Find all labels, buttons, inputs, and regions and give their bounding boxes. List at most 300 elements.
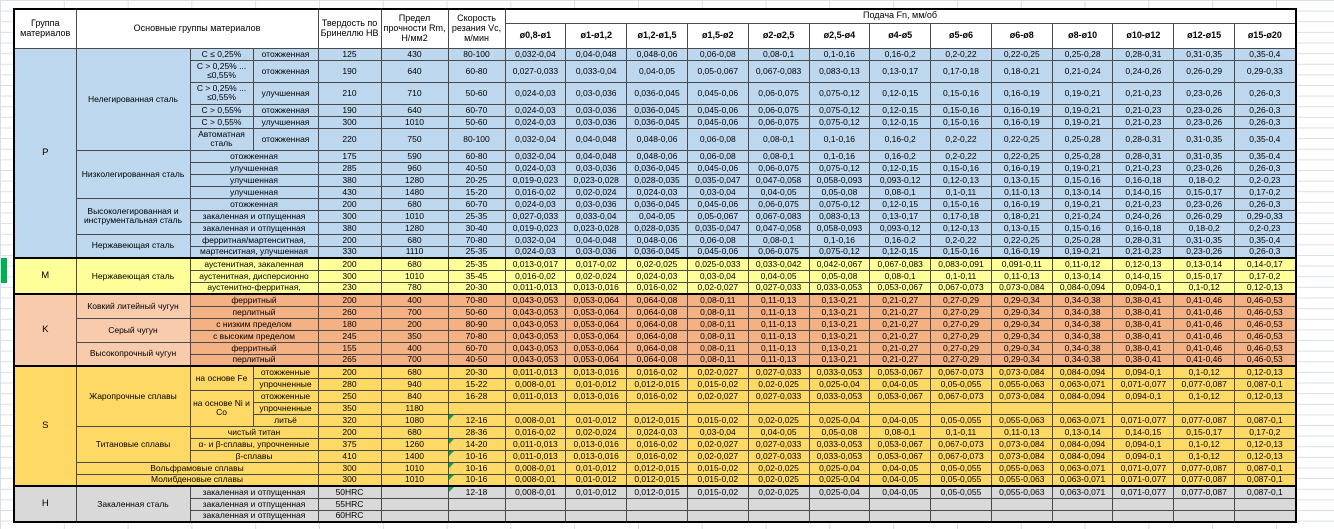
feed-cell[interactable]: 0,075-0,12 [809,104,870,116]
sub-cell[interactable]: C > 0,55% [190,116,253,128]
feed-cell[interactable] [870,498,931,510]
feed-cell[interactable]: 0,06-0,075 [748,116,809,128]
vc-cell[interactable]: 10-16 [448,450,505,462]
group-cell[interactable]: P [14,48,76,258]
header-main-groups[interactable]: Основные группы материалов [76,9,318,48]
feed-cell[interactable]: 0,053-0,064 [566,354,627,366]
feed-cell[interactable]: 0,06-0,075 [748,82,809,104]
feed-cell[interactable]: 0,18-0,2 [1174,174,1235,186]
feed-cell[interactable]: 0,08-0,1 [748,128,809,150]
num-cell[interactable]: 190 [318,60,381,82]
feed-cell[interactable]: 0,17-0,18 [931,210,992,222]
state-cell[interactable]: ферритная/мартенситная, [190,234,318,246]
num-cell[interactable]: 50HRC [318,486,381,498]
num-cell[interactable]: 940 [381,378,448,390]
feed-cell[interactable]: 0,03-0,04 [687,426,748,438]
feed-cell[interactable]: 0,015-0,02 [687,462,748,474]
feed-cell[interactable]: 0,055-0,063 [991,474,1052,486]
feed-cell[interactable] [991,510,1052,522]
feed-cell[interactable]: 0,21-0,23 [1113,246,1174,258]
feed-cell[interactable]: 0,23-0,26 [1174,198,1235,210]
name-cell[interactable]: Высокопрочный чугун [76,342,190,366]
feed-cell[interactable]: 0,27-0,29 [931,318,992,330]
feed-cell[interactable]: 0,016-0,02 [627,390,688,402]
feed-cell[interactable]: 0,071-0,077 [1113,486,1174,498]
feed-cell[interactable]: 0,21-0,27 [870,342,931,354]
feed-cell[interactable]: 0,019-0,023 [505,174,566,186]
feed-cell[interactable]: 0,043-0,053 [505,330,566,342]
feed-cell[interactable]: 0,067-0,073 [931,282,992,294]
feed-cell[interactable]: 0,073-0,084 [991,390,1052,402]
num-cell[interactable]: 680 [381,366,448,378]
feed-cell[interactable]: 0,16-0,2 [870,234,931,246]
feed-cell[interactable]: 0,016-0,02 [505,186,566,198]
num-cell[interactable]: 400 [381,342,448,354]
feed-cell[interactable]: 0,033-0,042 [748,258,809,270]
feed-cell[interactable]: 0,027-0,033 [748,366,809,378]
feed-cell[interactable]: 0,15-0,17 [1174,270,1235,282]
num-cell[interactable]: 200 [318,294,381,306]
feed-cell[interactable]: 0,03-0,036 [566,104,627,116]
feed-cell[interactable]: 0,05-0,08 [809,270,870,282]
num-cell[interactable]: 330 [318,246,381,258]
feed-cell[interactable]: 0,053-0,064 [566,318,627,330]
vc-cell[interactable]: 40-50 [448,354,505,366]
feed-cell[interactable]: 0,22-0,25 [991,48,1052,60]
feed-cell[interactable] [931,498,992,510]
feed-cell[interactable]: 0,08-0,11 [687,318,748,330]
name-cell[interactable]: Молибденовые сплавы [76,474,318,486]
vc-cell[interactable]: 20-30 [448,282,505,294]
feed-cell[interactable]: 0,11-0,13 [748,294,809,306]
feed-cell[interactable]: 0,053-0,067 [870,438,931,450]
feed-cell[interactable]: 0,093-0,12 [870,174,931,186]
feed-cell[interactable]: 0,055-0,063 [991,486,1052,498]
feed-cell[interactable]: 0,05-0,067 [687,210,748,222]
num-cell[interactable]: 1010 [381,462,448,474]
feed-cell[interactable]: 0,045-0,06 [687,104,748,116]
feed-cell[interactable]: 0,04-0,05 [870,462,931,474]
feed-cell[interactable]: 0,19-0,21 [1052,246,1113,258]
feed-cell[interactable]: 0,34-0,38 [1052,342,1113,354]
feed-cell[interactable]: 0,14-0,17 [1235,258,1296,270]
feed-cell[interactable]: 0,11-0,13 [748,306,809,318]
feed-cell[interactable]: 0,12-0,15 [870,162,931,174]
feed-cell[interactable]: 0,1-0,11 [931,426,992,438]
feed-cell[interactable]: 0,084-0,094 [1052,366,1113,378]
feed-cell[interactable]: 0,16-0,18 [1113,174,1174,186]
feed-cell[interactable]: 0,21-0,24 [1052,210,1113,222]
feed-cell[interactable]: 0,26-0,29 [1174,210,1235,222]
feed-cell[interactable]: 0,1-0,11 [931,270,992,282]
feed-cell[interactable]: 0,015-0,02 [687,486,748,498]
feed-cell[interactable]: 0,053-0,064 [566,306,627,318]
num-cell[interactable]: 960 [381,162,448,174]
feed-cell[interactable]: 0,28-0,31 [1113,48,1174,60]
feed-cell[interactable]: 0,053-0,067 [870,366,931,378]
feed-cell[interactable]: 0,083-0,13 [809,60,870,82]
feed-cell[interactable]: 0,15-0,16 [931,82,992,104]
state-cell[interactable]: упрочненные [253,378,318,390]
feed-cell[interactable]: 0,25-0,28 [1052,150,1113,162]
feed-cell[interactable]: 0,071-0,077 [1113,474,1174,486]
header-diameter-1[interactable]: ø1-ø1,2 [566,23,627,48]
num-cell[interactable]: 265 [318,354,381,366]
feed-cell[interactable]: 0,2-0,23 [1235,222,1296,234]
state-cell[interactable]: литьё [253,414,318,426]
feed-cell[interactable]: 0,064-0,08 [627,330,688,342]
header-diameter-5[interactable]: ø2,5-ø4 [809,23,870,48]
feed-cell[interactable]: 0,067-0,073 [931,438,992,450]
feed-cell[interactable]: 0,29-0,34 [991,330,1052,342]
feed-cell[interactable]: 0,012-0,015 [627,462,688,474]
feed-cell[interactable]: 0,28-0,31 [1113,234,1174,246]
feed-cell[interactable]: 0,11-0,12 [1052,258,1113,270]
feed-cell[interactable]: 0,053-0,064 [566,330,627,342]
feed-cell[interactable]: 0,41-0,46 [1174,342,1235,354]
vc-cell[interactable]: 35-45 [448,270,505,282]
feed-cell[interactable] [1235,510,1296,522]
feed-cell[interactable]: 0,048-0,06 [627,150,688,162]
feed-cell[interactable]: 0,024-0,03 [505,104,566,116]
feed-cell[interactable]: 0,25-0,28 [1052,128,1113,150]
feed-cell[interactable]: 0,26-0,3 [1235,104,1296,116]
state-cell[interactable]: закаленная и отпущенная [190,210,318,222]
state-cell[interactable]: закаленная и отпущенная [190,486,318,498]
feed-cell[interactable]: 0,04-0,048 [566,150,627,162]
feed-cell[interactable]: 0,11-0,13 [991,270,1052,282]
feed-cell[interactable]: 0,015-0,02 [687,378,748,390]
feed-cell[interactable]: 0,027-0,033 [748,390,809,402]
feed-cell[interactable]: 0,17-0,18 [931,60,992,82]
feed-cell[interactable]: 0,083-0,13 [809,210,870,222]
feed-cell[interactable]: 0,1-0,16 [809,234,870,246]
feed-cell[interactable]: 0,06-0,075 [748,246,809,258]
feed-cell[interactable]: 0,12-0,13 [1235,450,1296,462]
num-cell[interactable]: 125 [318,48,381,60]
feed-cell[interactable]: 0,02-0,025 [748,414,809,426]
feed-cell[interactable]: 0,26-0,3 [1235,82,1296,104]
feed-cell[interactable]: 0,025-0,04 [809,378,870,390]
feed-cell[interactable]: 0,048-0,06 [627,234,688,246]
feed-cell[interactable]: 0,027-0,033 [748,282,809,294]
num-cell[interactable]: 375 [318,438,381,450]
vc-cell[interactable]: 60-70 [448,342,505,354]
feed-cell[interactable]: 0,05-0,08 [809,426,870,438]
feed-cell[interactable]: 0,15-0,17 [1174,426,1235,438]
feed-cell[interactable]: 0,17-0,2 [1235,270,1296,282]
feed-cell[interactable]: 0,05-0,067 [687,60,748,82]
feed-cell[interactable]: 0,063-0,071 [1052,414,1113,426]
feed-cell[interactable]: 0,21-0,24 [1052,60,1113,82]
name-cell[interactable]: Вольфрамовые сплавы [76,462,318,474]
feed-cell[interactable]: 0,04-0,05 [748,426,809,438]
feed-cell[interactable]: 0,015-0,02 [687,474,748,486]
feed-cell[interactable]: 0,075-0,12 [809,162,870,174]
feed-cell[interactable]: 0,094-0,1 [1113,282,1174,294]
feed-cell[interactable]: 0,13-0,14 [1052,426,1113,438]
feed-cell[interactable] [1113,402,1174,414]
feed-cell[interactable]: 0,045-0,06 [687,162,748,174]
feed-cell[interactable]: 0,064-0,08 [627,318,688,330]
feed-cell[interactable]: 0,055-0,063 [991,414,1052,426]
num-cell[interactable]: 1080 [381,414,448,426]
feed-cell[interactable]: 0,19-0,21 [1052,104,1113,116]
feed-cell[interactable]: 0,025-0,04 [809,462,870,474]
feed-cell[interactable]: 0,12-0,13 [1113,258,1174,270]
feed-cell[interactable]: 0,46-0,53 [1235,318,1296,330]
feed-cell[interactable]: 0,011-0,013 [505,366,566,378]
feed-cell[interactable]: 0,012-0,015 [627,414,688,426]
num-cell[interactable]: 430 [318,186,381,198]
num-cell[interactable] [381,510,448,522]
feed-cell[interactable]: 0,032-0,04 [505,150,566,162]
feed-cell[interactable]: 0,084-0,094 [1052,450,1113,462]
num-cell[interactable]: 1280 [381,222,448,234]
feed-cell[interactable] [870,402,931,414]
feed-cell[interactable]: 0,18-0,21 [991,60,1052,82]
feed-cell[interactable]: 0,24-0,26 [1113,210,1174,222]
feed-cell[interactable]: 0,064-0,08 [627,294,688,306]
feed-cell[interactable]: 0,063-0,071 [1052,486,1113,498]
feed-cell[interactable]: 0,22-0,25 [991,128,1052,150]
feed-cell[interactable]: 0,12-0,13 [1235,366,1296,378]
feed-cell[interactable]: 0,15-0,16 [931,198,992,210]
feed-cell[interactable]: 0,34-0,38 [1052,294,1113,306]
feed-cell[interactable]: 0,21-0,23 [1113,104,1174,116]
num-cell[interactable]: 300 [318,462,381,474]
feed-cell[interactable] [870,510,931,522]
feed-cell[interactable]: 0,033-0,053 [809,282,870,294]
feed-cell[interactable]: 0,25-0,28 [1052,234,1113,246]
name-cell[interactable]: Нелегированная сталь [76,48,190,150]
header-diameter-11[interactable]: ø12-ø15 [1174,23,1235,48]
vc-cell[interactable]: 50-60 [448,306,505,318]
header-diameter-6[interactable]: ø4-ø5 [870,23,931,48]
feed-cell[interactable]: 0,1-0,12 [1174,366,1235,378]
feed-cell[interactable]: 0,35-0,4 [1235,150,1296,162]
feed-cell[interactable]: 0,21-0,27 [870,330,931,342]
feed-cell[interactable]: 0,028-0,035 [627,174,688,186]
feed-cell[interactable]: 0,06-0,08 [687,128,748,150]
feed-cell[interactable]: 0,29-0,34 [991,294,1052,306]
feed-cell[interactable]: 0,19-0,21 [1052,116,1113,128]
feed-cell[interactable]: 0,05-0,08 [809,186,870,198]
name-cell[interactable]: Закаленная сталь [76,486,190,522]
state-cell[interactable]: закаленная и отпущенная [190,222,318,234]
feed-cell[interactable]: 0,033-0,053 [809,438,870,450]
feed-cell[interactable]: 0,27-0,29 [931,294,992,306]
sub-cell[interactable]: на основе Ni и Co [190,390,253,426]
feed-cell[interactable]: 0,02-0,027 [687,282,748,294]
feed-cell[interactable]: 0,012-0,015 [627,378,688,390]
num-cell[interactable]: 200 [318,258,381,270]
state-cell[interactable]: отожженная [253,48,318,60]
feed-cell[interactable]: 0,067-0,073 [931,366,992,378]
feed-cell[interactable] [687,402,748,414]
vc-cell[interactable]: 60-70 [448,104,505,116]
feed-cell[interactable]: 0,013-0,016 [566,282,627,294]
feed-cell[interactable] [1174,510,1235,522]
feed-cell[interactable]: 0,077-0,087 [1174,378,1235,390]
feed-cell[interactable]: 0,1-0,16 [809,150,870,162]
feed-cell[interactable]: 0,15-0,16 [931,104,992,116]
feed-cell[interactable]: 0,29-0,34 [991,306,1052,318]
feed-cell[interactable]: 0,13-0,17 [870,60,931,82]
feed-cell[interactable]: 0,16-0,2 [870,48,931,60]
vc-cell[interactable]: 15-20 [448,186,505,198]
feed-cell[interactable]: 0,29-0,34 [991,342,1052,354]
feed-cell[interactable]: 0,013-0,016 [566,438,627,450]
feed-cell[interactable]: 0,024-0,03 [627,270,688,282]
feed-cell[interactable]: 0,13-0,14 [1052,186,1113,198]
feed-cell[interactable]: 0,15-0,16 [1052,222,1113,234]
feed-cell[interactable]: 0,26-0,3 [1235,198,1296,210]
feed-cell[interactable]: 0,15-0,17 [1174,186,1235,198]
feed-cell[interactable]: 0,045-0,06 [687,116,748,128]
feed-cell[interactable]: 0,04-0,05 [748,270,809,282]
feed-cell[interactable]: 0,08-0,1 [870,270,931,282]
feed-cell[interactable]: 0,12-0,15 [870,82,931,104]
state-cell[interactable]: отожженная [253,60,318,82]
feed-cell[interactable]: 0,38-0,41 [1113,294,1174,306]
num-cell[interactable]: 300 [318,270,381,282]
feed-cell[interactable]: 0,036-0,045 [627,246,688,258]
feed-cell[interactable]: 0,01-0,012 [566,486,627,498]
feed-cell[interactable]: 0,03-0,036 [566,246,627,258]
feed-cell[interactable]: 0,01-0,012 [566,414,627,426]
num-cell[interactable]: 700 [381,306,448,318]
feed-cell[interactable]: 0,094-0,1 [1113,450,1174,462]
feed-cell[interactable]: 0,083-0,091 [931,258,992,270]
feed-cell[interactable]: 0,053-0,067 [870,282,931,294]
feed-cell[interactable]: 0,2-0,22 [931,234,992,246]
num-cell[interactable]: 200 [381,318,448,330]
vc-cell[interactable]: 15-22 [448,378,505,390]
feed-cell[interactable]: 0,12-0,15 [870,198,931,210]
feed-cell[interactable]: 0,12-0,15 [870,104,931,116]
feed-cell[interactable]: 0,043-0,053 [505,306,566,318]
feed-cell[interactable]: 0,29-0,34 [991,318,1052,330]
feed-cell[interactable]: 0,03-0,04 [687,270,748,282]
num-cell[interactable]: 285 [318,162,381,174]
feed-cell[interactable]: 0,025-0,04 [809,474,870,486]
state-cell[interactable]: улучшенная [190,162,318,174]
state-cell[interactable]: отожженные [253,366,318,378]
feed-cell[interactable]: 0,016-0,02 [505,270,566,282]
num-cell[interactable]: 300 [318,210,381,222]
feed-cell[interactable]: 0,063-0,071 [1052,378,1113,390]
feed-cell[interactable]: 0,26-0,3 [1235,162,1296,174]
feed-cell[interactable]: 0,067-0,073 [931,390,992,402]
header-material-group[interactable]: Группа материалов [14,9,76,48]
feed-cell[interactable] [1052,402,1113,414]
state-cell[interactable]: отожженная [253,104,318,116]
feed-cell[interactable] [627,510,688,522]
feed-cell[interactable]: 0,08-0,1 [748,234,809,246]
feed-cell[interactable] [991,498,1052,510]
feed-cell[interactable] [748,402,809,414]
feed-cell[interactable]: 0,011-0,013 [505,390,566,402]
feed-cell[interactable] [1052,510,1113,522]
feed-cell[interactable]: 0,05-0,055 [931,414,992,426]
feed-cell[interactable]: 0,087-0,1 [1235,378,1296,390]
feed-cell[interactable]: 0,16-0,2 [870,128,931,150]
feed-cell[interactable]: 0,064-0,08 [627,342,688,354]
feed-cell[interactable]: 0,027-0,033 [748,450,809,462]
feed-cell[interactable] [1235,498,1296,510]
num-cell[interactable]: 320 [318,414,381,426]
feed-cell[interactable]: 0,063-0,071 [1052,462,1113,474]
feed-cell[interactable]: 0,015-0,02 [687,414,748,426]
feed-cell[interactable]: 0,077-0,087 [1174,414,1235,426]
num-cell[interactable]: 1480 [381,186,448,198]
feed-cell[interactable]: 0,22-0,25 [991,234,1052,246]
state-cell[interactable]: отожженная [190,198,318,210]
feed-cell[interactable]: 0,08-0,11 [687,342,748,354]
vc-cell[interactable] [448,402,505,414]
vc-cell[interactable]: 40-50 [448,162,505,174]
feed-cell[interactable]: 0,077-0,087 [1174,486,1235,498]
num-cell[interactable]: 175 [318,150,381,162]
feed-cell[interactable]: 0,15-0,16 [931,162,992,174]
feed-cell[interactable]: 0,16-0,19 [991,162,1052,174]
header-diameter-8[interactable]: ø6-ø8 [991,23,1052,48]
name-cell[interactable]: Низколегированная сталь [76,150,190,198]
feed-cell[interactable]: 0,38-0,41 [1113,342,1174,354]
feed-cell[interactable]: 0,17-0,2 [1235,426,1296,438]
feed-cell[interactable]: 0,29-0,33 [1235,210,1296,222]
feed-cell[interactable]: 0,21-0,23 [1113,82,1174,104]
feed-cell[interactable]: 0,075-0,12 [809,116,870,128]
feed-cell[interactable]: 0,19-0,21 [1052,162,1113,174]
feed-cell[interactable]: 0,048-0,06 [627,48,688,60]
feed-cell[interactable]: 0,46-0,53 [1235,306,1296,318]
name-cell[interactable]: Нержавеющая сталь [76,258,190,294]
feed-cell[interactable]: 0,019-0,023 [505,222,566,234]
feed-cell[interactable]: 0,23-0,26 [1174,162,1235,174]
feed-cell[interactable]: 0,008-0,01 [505,486,566,498]
feed-cell[interactable]: 0,27-0,29 [931,330,992,342]
feed-cell[interactable]: 0,073-0,084 [991,282,1052,294]
header-diameter-0[interactable]: ø0,8-ø1 [505,23,566,48]
state-cell[interactable]: чистый титан [190,426,318,438]
feed-cell[interactable]: 0,23-0,26 [1174,104,1235,116]
feed-cell[interactable]: 0,1-0,12 [1174,438,1235,450]
feed-cell[interactable]: 0,16-0,19 [991,104,1052,116]
state-cell[interactable]: α- и β-сплавы, упрочненные [190,438,318,450]
feed-cell[interactable]: 0,2-0,22 [931,128,992,150]
feed-cell[interactable]: 0,032-0,04 [505,234,566,246]
feed-cell[interactable]: 0,1-0,12 [1174,450,1235,462]
feed-cell[interactable]: 0,16-0,18 [1113,222,1174,234]
num-cell[interactable]: 200 [318,198,381,210]
feed-cell[interactable]: 0,02-0,027 [687,366,748,378]
feed-cell[interactable]: 0,31-0,35 [1174,234,1235,246]
feed-cell[interactable]: 0,045-0,06 [687,82,748,104]
feed-cell[interactable]: 0,035-0,047 [687,174,748,186]
feed-cell[interactable]: 0,058-0,093 [809,174,870,186]
num-cell[interactable]: 210 [318,82,381,104]
num-cell[interactable]: 260 [318,306,381,318]
feed-cell[interactable]: 0,08-0,11 [687,294,748,306]
feed-cell[interactable]: 0,05-0,055 [931,486,992,498]
feed-cell[interactable]: 0,31-0,35 [1174,48,1235,60]
feed-cell[interactable]: 0,29-0,33 [1235,60,1296,82]
feed-cell[interactable]: 0,14-0,15 [1113,186,1174,198]
feed-cell[interactable]: 0,08-0,11 [687,354,748,366]
feed-cell[interactable] [1113,510,1174,522]
